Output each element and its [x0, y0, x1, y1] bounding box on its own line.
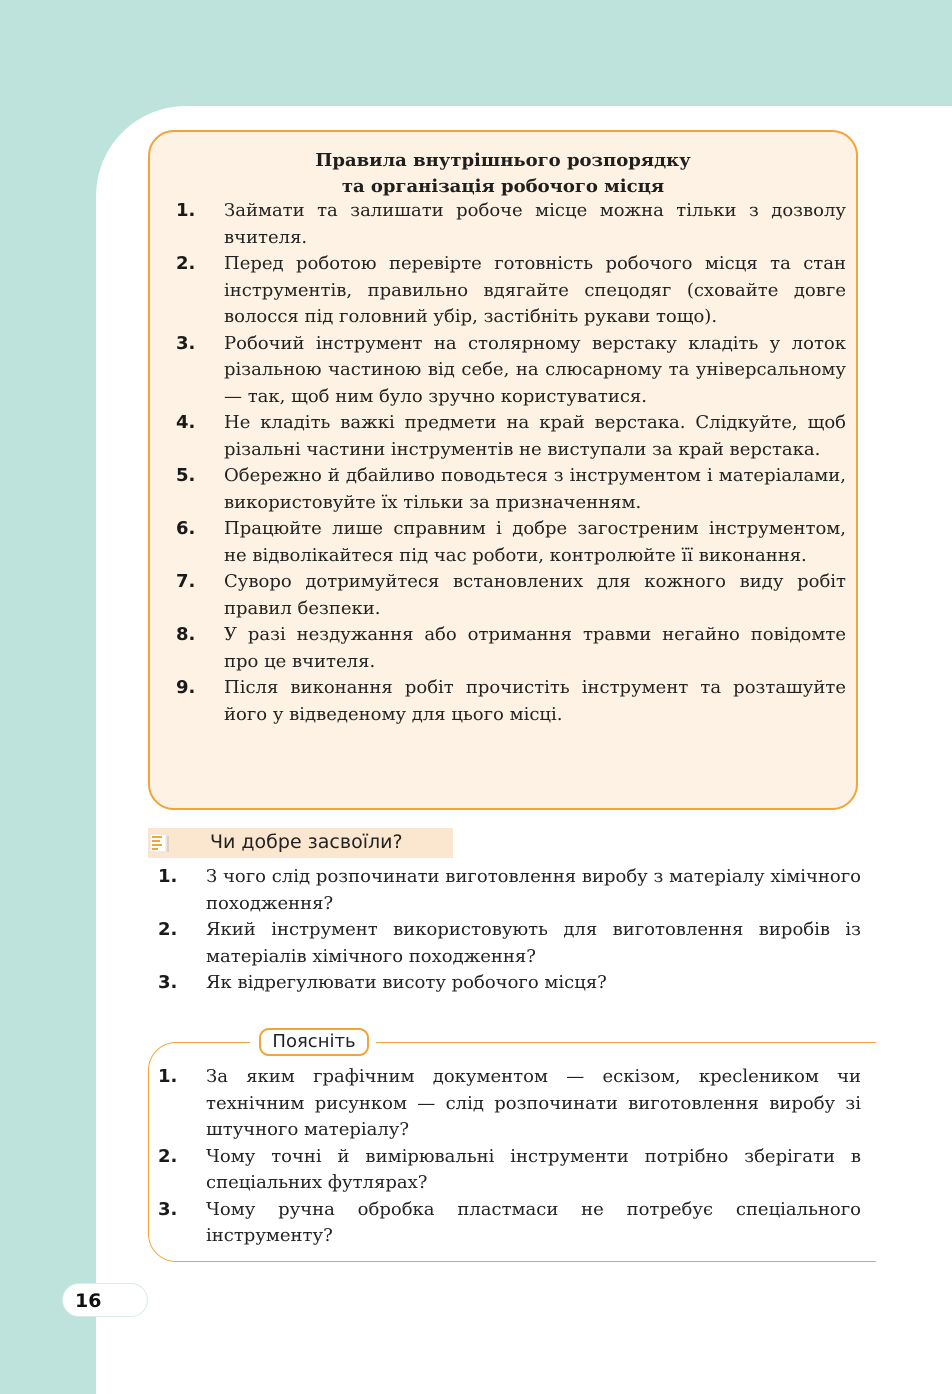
rule-text: У разі нездужання або отримання травми негайно повідомте про це вчителя.	[224, 624, 846, 672]
explain-text: Чому ручна обробка пластмаси не потребує спеціального інструменту?	[206, 1198, 861, 1246]
question-text: Який інструмент використовують для виготовлення виробів із матеріалів хімічного походження?	[206, 919, 861, 967]
explain-item	[158, 1064, 861, 1144]
explain-number: 3.	[158, 1198, 178, 1220]
rule-number: 7.	[176, 571, 196, 592]
question-item	[158, 917, 861, 970]
rule-number: 2.	[176, 253, 196, 274]
question-text: Як відрегулювати висоту робочого місця?	[206, 972, 607, 993]
question-text: З чого слід розпочинати виготовлення виробу з матеріалу хімічного походження?	[206, 866, 861, 914]
questions-header	[148, 828, 453, 858]
explain-number: 2.	[158, 1145, 178, 1167]
rule-text: Не кладіть важкі предмети на край верстака. Слідкуйте, щоб різальні частини інструментів не виступали за край верстака.	[224, 412, 846, 460]
rule-text: Перед роботою перевірте готовність робочого місця та стан інструментів, правильно вдягайте спецодяг (сховайте довге волосся під головний убір, застібніть рукави тощо).	[224, 253, 846, 327]
rule-number: 9.	[176, 677, 196, 698]
explain-item	[158, 1144, 861, 1197]
rule-text: Обережно й дбайливо поводьтеся з інструментом і матеріалами, використовуйте їх тільки за призначенням.	[224, 465, 846, 513]
question-number: 3.	[158, 972, 178, 993]
question-item	[158, 970, 861, 997]
rule-text: Суворо дотримуйтеся встановлених для кожного виду робіт правил безпеки.	[224, 571, 846, 619]
questions-title: Чи добре засвоїли?	[210, 831, 403, 853]
question-number: 2.	[158, 919, 178, 940]
rule-item	[176, 516, 846, 569]
rule-item	[176, 410, 846, 463]
rule-item	[176, 198, 846, 251]
explain-list	[158, 1064, 861, 1250]
explain-number: 1.	[158, 1066, 178, 1087]
rule-text: Робочий інструмент на столярному верстаку кладіть у лоток різальною частиною від себе, на слюсарному та універсальному — так, щоб ним було зручно користуватися.	[224, 332, 846, 407]
rule-number: 3.	[176, 332, 196, 354]
rule-text: Працюйте лише справним і добре загостреним інструментом, не відволікайтеся під час роботи, контролюйте її виконання.	[224, 518, 846, 566]
explain-text: За яким графічним документом — ескізом, кресleником чи технічним рисунком — слід розпочинати виготовлення виробу зі штучного матеріалу?	[206, 1066, 861, 1140]
rule-number: 4.	[176, 412, 196, 433]
rule-number: 5.	[176, 465, 196, 486]
page-number: 16	[75, 1290, 102, 1312]
question-number: 1.	[158, 866, 178, 887]
rule-item	[176, 622, 846, 675]
questions-list	[158, 864, 861, 997]
rules-title	[150, 148, 856, 200]
rule-number: 1.	[176, 200, 196, 221]
explain-text: Чому точні й вимірювальні інструменти потрібно зберігати в спеціальних футлярах?	[206, 1145, 861, 1193]
question-item	[158, 864, 861, 917]
list-icon	[148, 832, 170, 854]
rule-item	[176, 251, 846, 331]
rule-text: Після виконання робіт прочистіть інструмент та розташуйте його у відведеному для цього місці.	[224, 677, 846, 725]
rules-title-line2: та організація робочого місця	[341, 176, 665, 197]
rule-item	[176, 463, 846, 516]
page-number-badge	[62, 1283, 148, 1317]
rules-list	[176, 198, 846, 728]
rule-item	[176, 331, 846, 411]
rule-item	[176, 675, 846, 728]
explain-item	[158, 1197, 861, 1250]
rule-number: 6.	[176, 518, 196, 539]
rule-number: 8.	[176, 624, 196, 645]
rules-box	[148, 130, 858, 810]
explain-title: Поясніть	[259, 1028, 369, 1056]
rules-title-line1: Правила внутрішнього розпорядку	[315, 150, 691, 171]
rule-text: Займати та залишати робоче місце можна тільки з дозволу вчителя.	[224, 200, 846, 248]
rule-item	[176, 569, 846, 622]
